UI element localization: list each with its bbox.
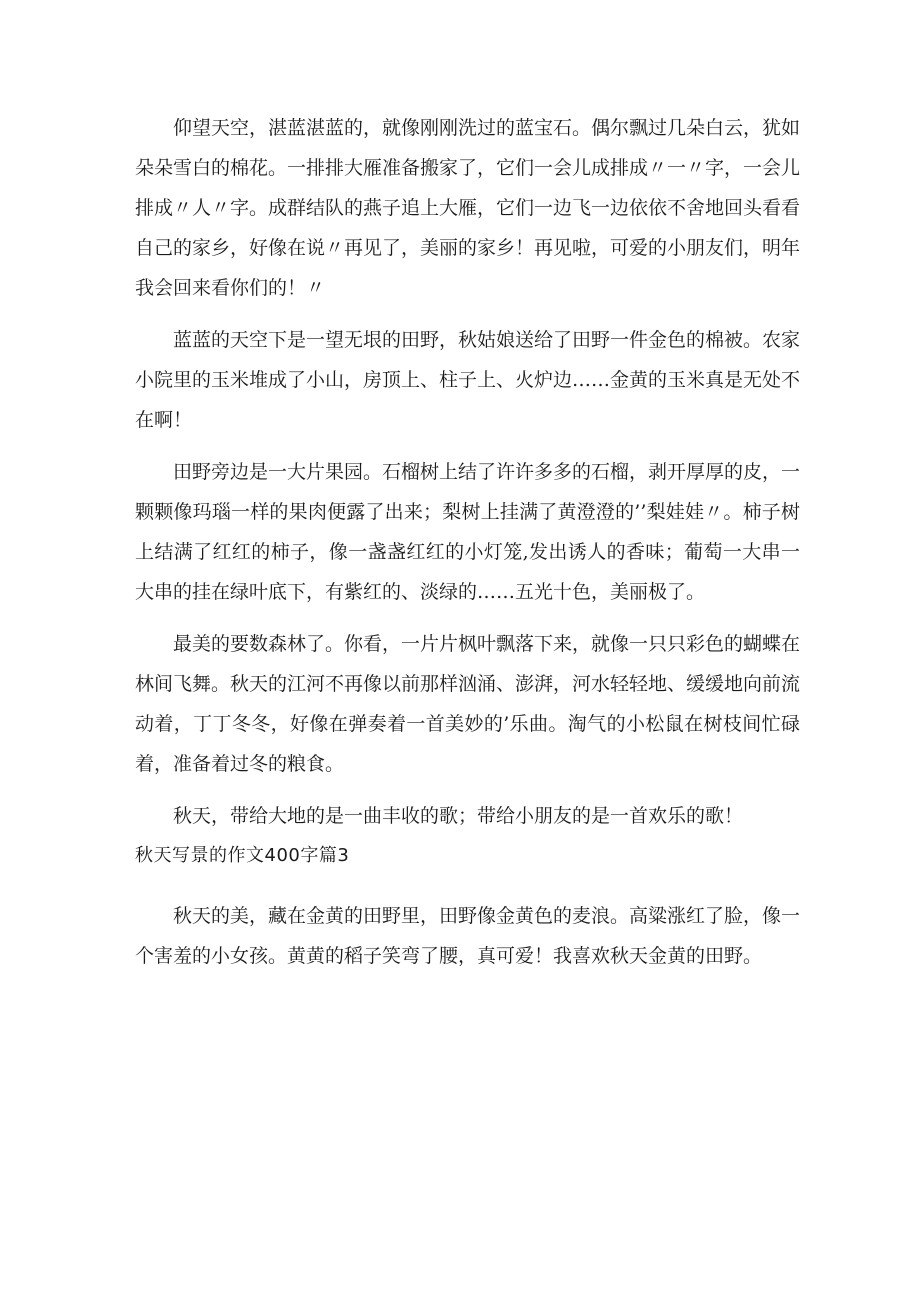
paragraph-orchard: 田野旁边是一大片果园。石榴树上结了许许多多的石榴，剥开厚厚的皮，一颗颗像玛瑙一样的果肉便露了出来；梨树上挂满了黄澄澄的’’梨娃娃〃。柿子树上结满了红红的柿子，像一盏盏红红的小灯笼,发出诱人的香味；葡萄一大串一大串的挂在绿叶底下，有紫红的、淡绿的……五光十色，美丽极了。 bbox=[135, 461, 801, 603]
section-heading: 秋天写景的作文400字篇3 bbox=[135, 845, 350, 866]
paragraph-forest: 最美的要数森林了。你看，一片片枫叶飘落下来，就像一只只彩色的蝴蝶在林间飞舞。秋天的江河不再像以前那样汹涌、澎湃，河水轻轻地、缓缓地向前流动着，丁丁冬冬，好像在弹奏着一首美妙的’乐曲。淘气的小松鼠在树枝间忙碌着，准备着过冬的粮食。 bbox=[135, 633, 801, 775]
paragraph-golden-fields: 秋天的美，藏在金黄的田野里，田野像金黄色的麦浪。高粱涨红了脸，像一个害羞的小女孩。黄黄的稻子笑弯了腰，真可爱！我喜欢秋天金黄的田野。 bbox=[135, 905, 801, 967]
document-page bbox=[135, 108, 800, 988]
paragraph-fields: 蓝蓝的天空下是一望无垠的田野，秋姑娘送给了田野一件金色的棉被。农家小院里的玉米堆成了小山，房顶上、柱子上、火炉边……金黄的玉米真是无处不在啊！ bbox=[135, 329, 801, 431]
paragraph-sky: 仰望天空，湛蓝湛蓝的，就像刚刚洗过的蓝宝石。偶尔飘过几朵白云，犹如朵朵雪白的棉花。一排排大雁准备搬家了，它们一会儿成排成〃一〃字，一会儿排成〃人〃字。成群结队的燕子追上大雁，它们一边飞一边依依不舍地回头看看自己的家乡，好像在说〃再见了，美丽的家乡！再见啦，可爱的小朋友们，明年我会回来看你们的！〃 bbox=[135, 117, 801, 299]
paragraph-conclusion: 秋天，带给大地的是一曲丰收的歌；带给小朋友的是一首欢乐的歌！ bbox=[173, 805, 744, 827]
